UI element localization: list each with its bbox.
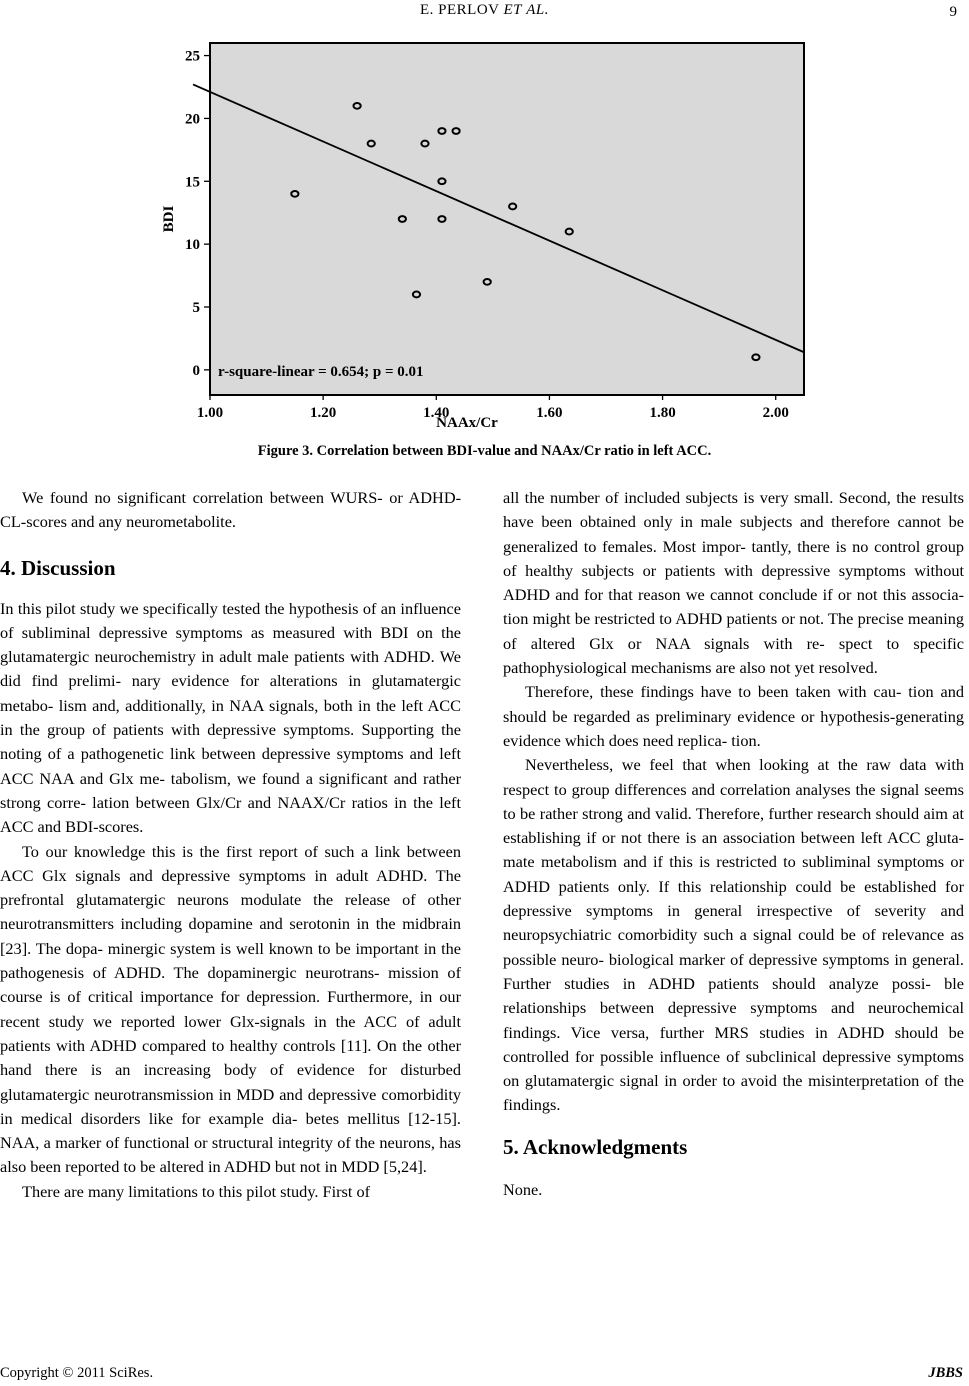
- x-axis-label: NAAx/Cr: [436, 415, 498, 431]
- x-tick-label: 1.20: [310, 405, 337, 421]
- x-tick-label: 1.40: [423, 405, 450, 421]
- header-et: ET: [503, 2, 522, 18]
- paragraph: None.: [503, 1179, 543, 1199]
- footer-copyright: Copyright © 2011 SciRes.: [0, 1365, 154, 1381]
- y-tick-label: 15: [185, 174, 200, 191]
- x-tick-label: 1.00: [196, 405, 224, 421]
- section-heading-discussion: 4. Discussion: [0, 555, 116, 580]
- y-tick-label: 0: [192, 362, 200, 379]
- paragraph: In this pilot study we specifically tested the hypothesis of an influence of subliminal depressive symptoms as measured with BDI on the glutamatergic neurochemistry in adult male patients with ADHD. We did find prelimi- nary evidence for alterations in glutamatergic metabo- lism and, additionally, in NAA signals, both in the left ACC in the group of patients with depressive symptoms. Supporting the noting of a pathogenetic link between depressive symptoms and left ACC NAA and Glx me- tabolism, we found a significant and rather strong corre- lation between Glx/Cr and NAAX/Cr ratios in the left ACC and BDI-scores.: [0, 598, 461, 837]
- y-tick-label: 20: [185, 111, 200, 128]
- paragraph: To our knowledge this is the first report of such a link between ACC Glx signals and depressive symptoms in adult ADHD. The prefrontal glutamatergic neurons modulate the release of other neurotransmitters including dopamine and serotonin in the midbrain [23]. The dopa- minergic system is well known to be important in the pathogenesis of ADHD. The dopaminergic neurotrans- mission of course is of critical importance for depression. Furthermore, in our recent study we reported lower Glx-signals in the ACC of adult patients with ADHD compared to healthy controls [11]. On the other hand there is an increasing body of evidence for disturbed glutamatergic neurotransmission in MDD and depressive comorbidity in medical disorders like for example dia- betes mellitus [12-15]. NAA, a marker of functional or structural integrity of the neurons, has also been reported to be altered in ADHD but not in MDD [5,24].: [0, 841, 461, 1177]
- paragraph: There are many limitations to this pilot study. First of: [22, 1181, 371, 1201]
- x-tick-label: 1.60: [536, 405, 563, 421]
- figure-caption: Figure 3. Correlation between BDI-value and NAAx/Cr ratio in left ACC.: [257, 443, 712, 459]
- page-number: 9: [949, 4, 957, 20]
- r-square-annotation: r-square-linear = 0.654; p = 0.01: [218, 364, 424, 380]
- plot-area: [210, 43, 804, 395]
- header-authors: E. PERLOV: [419, 2, 500, 18]
- y-axis: [185, 49, 210, 379]
- section-heading-acknowledgments: 5. Acknowledgments: [503, 1134, 688, 1159]
- y-axis-label: BDI: [161, 205, 177, 233]
- x-tick-label: 1.80: [649, 405, 676, 421]
- left-column: [0, 486, 461, 1204]
- scatter-chart: [155, 38, 815, 433]
- right-column: [503, 486, 964, 1202]
- paragraph: Therefore, these findings have to been taken with cau- tion and should be regarded as preliminary evidence or hypothesis-generating evidence which does need replica- tion.: [503, 682, 964, 750]
- running-header: [0, 2, 969, 19]
- footer-journal: JBBS: [928, 1365, 963, 1381]
- paragraph: all the number of included subjects is very small. Second, the results have been obtained only in male subjects and therefore cannot be generalized to females. Most impor- tantly, there is no control group of healthy subjects or patients with depressive symptoms without ADHD and for that reason we cannot conclude if or not this associa- tion might be restricted to ADHD patients or not. The precise meaning of altered Glx or NAA signals with re- spect to specific pathophysiological mechanisms are also not yet resolved.: [503, 488, 964, 678]
- x-tick-label: 2.00: [762, 405, 789, 421]
- y-tick-label: 5: [192, 300, 200, 316]
- y-tick-label: 10: [185, 237, 200, 254]
- paragraph: Nevertheless, we feel that when looking at the raw data with respect to group differences and correlation analyses the signal seems to be rather strong and valid. Therefore, further research should aim at establishing if or not there is an association between left ACC gluta- mate metabolism and if this is restricted to subliminal symptoms or ADHD patients only. If this relationship could be established for depressive symptoms in general irrespective of severity and neuropsychiatric comorbidity such a signal could be of relevance as possible neuro- biological marker of depressive symptoms in general. Further studies in ADHD patients should analyze possi- ble relationships between depressive symptoms and neurochemical findings. Vice versa, further MRS studies in ADHD should be controlled for possible influence of subclinical depressive symptoms on glutamatergic signal in order to avoid the misinterpretation of the findings.: [503, 755, 964, 1115]
- y-tick-label: 25: [185, 48, 200, 65]
- paragraph: We found no significant correlation between WURS- or ADHD-CL-scores and any neurometabolite.: [0, 488, 461, 532]
- header-al: AL.: [526, 2, 549, 18]
